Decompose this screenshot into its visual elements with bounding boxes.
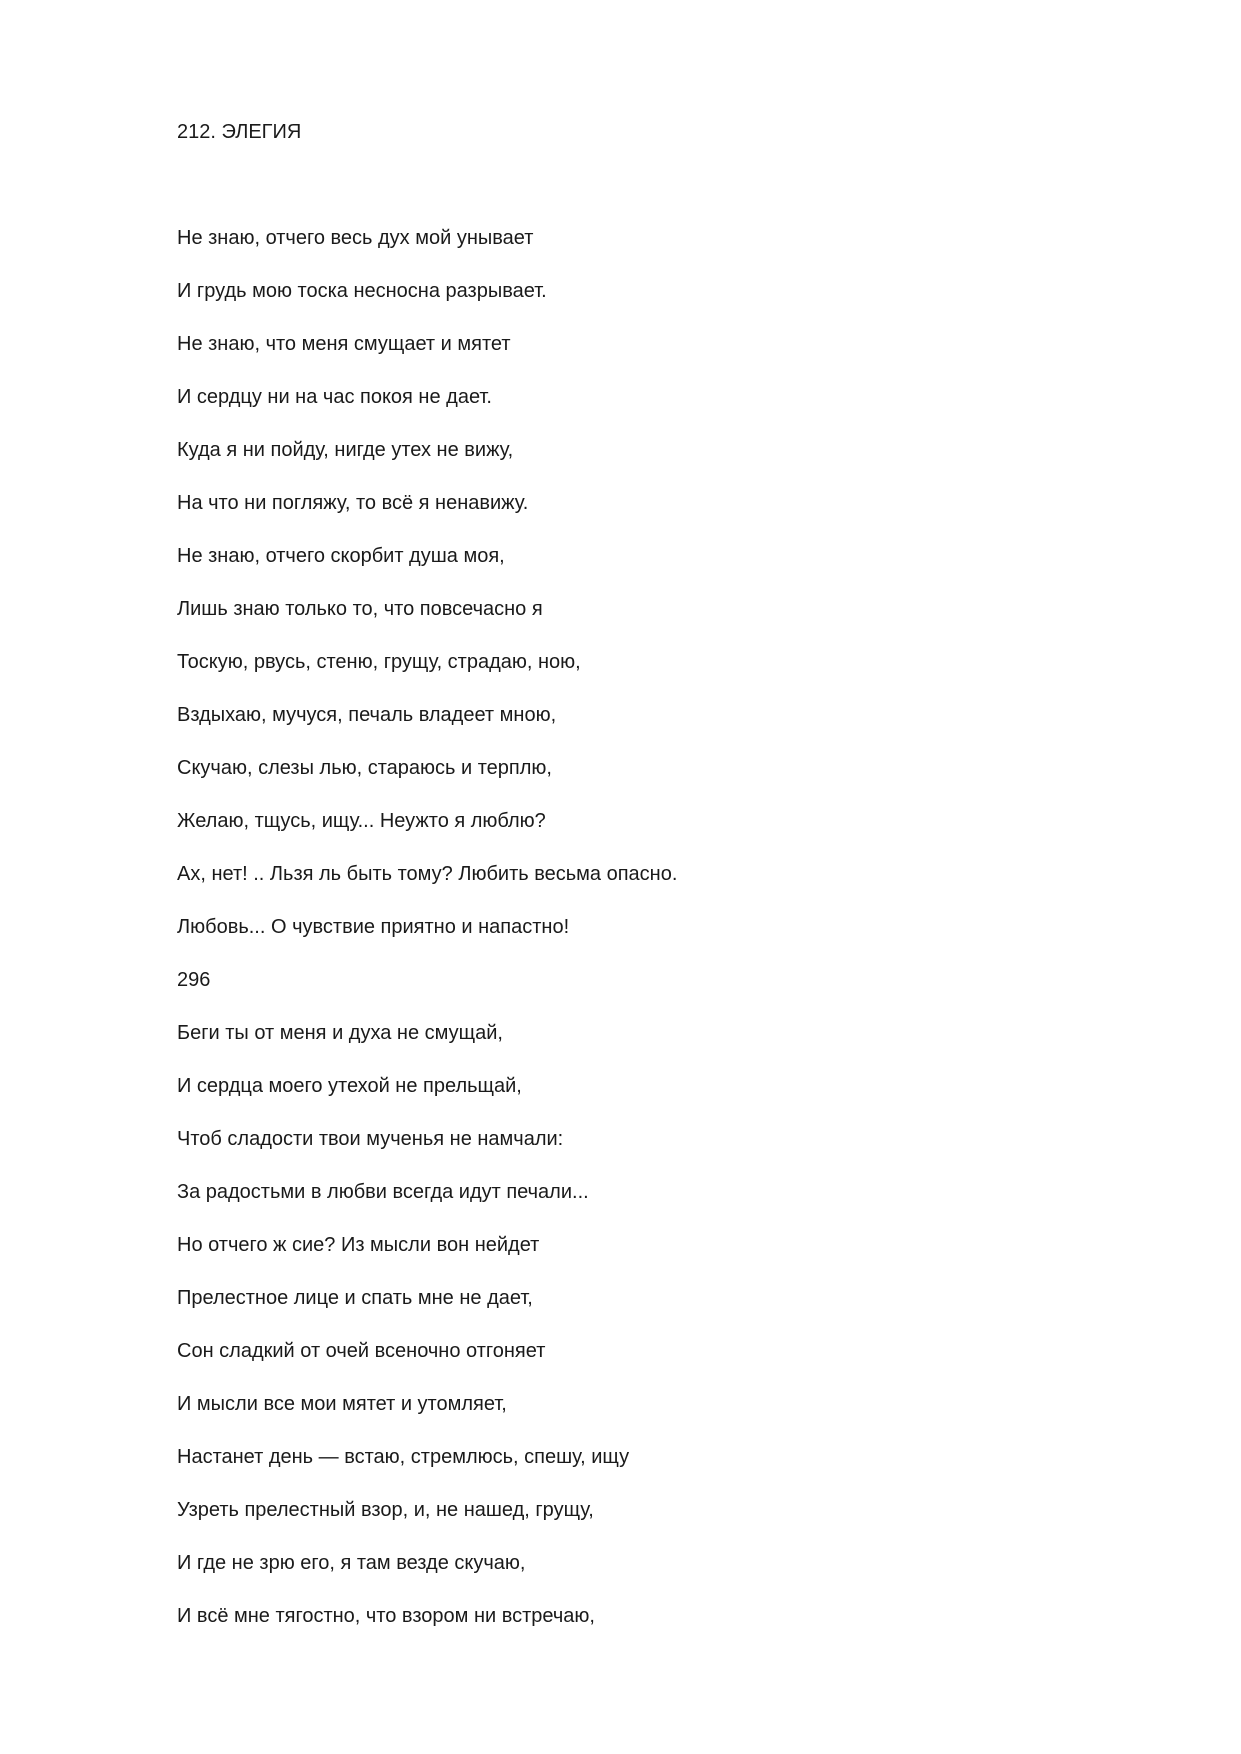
poem-line: И мысли все мои мятет и утомляет,: [177, 1393, 507, 1415]
poem-line: Не знаю, отчего скорбит душа моя,: [177, 545, 505, 567]
poem-line: Настанет день — встаю, стремлюсь, спешу, ищу: [177, 1446, 630, 1468]
poem-line: Но отчего ж сие? Из мысли вон нейдет: [177, 1234, 540, 1256]
poem-line: Желаю, тщусь, ищу... Неужто я люблю?: [177, 810, 546, 832]
poem-line: Узреть прелестный взор, и, не нашед, грущу,: [177, 1499, 594, 1521]
poem-line: Тоскую, рвусь, стеню, грущу, страдаю, ною,: [177, 651, 581, 673]
poem-line: Чтоб сладости твои мученья не намчали:: [177, 1128, 564, 1150]
poem-line: На что ни погляжу, то всё я ненавижу.: [177, 492, 529, 514]
poem-line: Прелестное лице и спать мне не дает,: [177, 1287, 533, 1309]
poem-line: Не знаю, отчего весь дух мой унывает: [177, 227, 534, 249]
poem-line: Не знаю, что меня смущает и мятет: [177, 333, 511, 355]
poem-line: И всё мне тягостно, что взором ни встречаю,: [177, 1605, 595, 1627]
poem-line: И где не зрю его, я там везде скучаю,: [177, 1552, 526, 1574]
poem-line: Беги ты от меня и духа не смущай,: [177, 1022, 503, 1044]
poem-line: Ах, нет! .. Льзя ль быть тому? Любить весьма опасно.: [177, 863, 678, 885]
poem-line: Вздыхаю, мучуся, печаль владеет мною,: [177, 704, 557, 726]
page-number-marker: 296: [177, 969, 211, 991]
poem-line: Скучаю, слезы лью, стараюсь и терплю,: [177, 757, 552, 779]
poem-line: За радостьми в любви всегда идут печали...: [177, 1181, 589, 1203]
poem-line: И сердца моего утехой не прельщай,: [177, 1075, 522, 1097]
poem-line: Куда я ни пойду, нигде утех не вижу,: [177, 439, 514, 461]
poem-line: И грудь мою тоска несносна разрывает.: [177, 280, 547, 302]
poem-line: И сердцу ни на час покоя не дает.: [177, 386, 492, 408]
poem-text-block: [177, 118, 677, 1655]
poem-title: 212. ЭЛЕГИЯ: [177, 121, 302, 143]
poem-line: Сон сладкий от очей всеночно отгоняет: [177, 1340, 546, 1362]
poem-line: Лишь знаю только то, что повсечасно я: [177, 598, 543, 620]
poem-line: Любовь... О чувствие приятно и напастно!: [177, 916, 570, 938]
